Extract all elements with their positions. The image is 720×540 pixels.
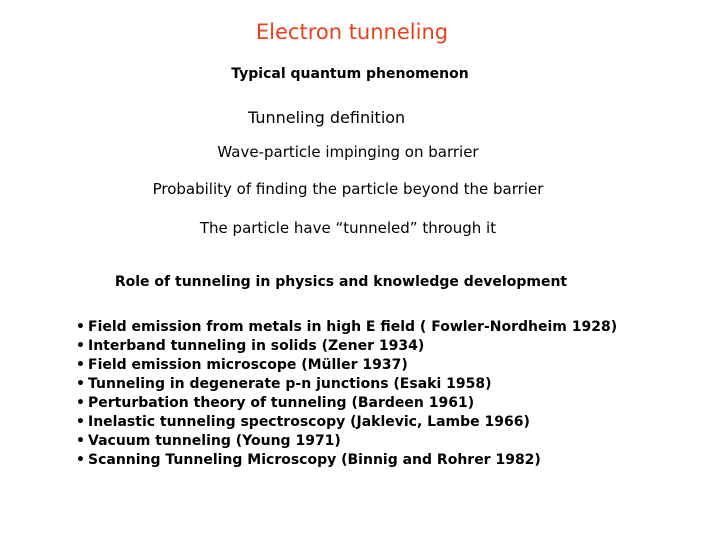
list-item [76,375,617,394]
list-item-text: Vacuum tunneling (Young 1971) [88,433,341,449]
definition-line: Probability of finding the particle beyond the barrier [152,180,544,198]
bullet-icon: • [76,319,85,335]
bullet-icon: • [76,452,85,468]
definition-heading: Tunneling definition [248,108,406,127]
bullet-icon: • [76,414,85,430]
list-item-text: Interband tunneling in solids (Zener 1934) [88,338,425,354]
list-item [76,413,617,432]
bullet-icon: • [76,357,85,373]
bullet-icon: • [76,395,85,411]
bullet-icon: • [76,376,85,392]
list-item-text: Perturbation theory of tunneling (Bardeen 1961) [88,395,475,411]
bullet-icon: • [76,338,85,354]
list-item [76,318,617,337]
definition-line: Wave-particle impinging on barrier [217,143,479,161]
list-item-text: Tunneling in degenerate p-n junctions (Esaki 1958) [88,376,492,392]
list-item [76,337,617,356]
list-item-text: Inelastic tunneling spectroscopy (Jaklevic, Lambe 1966) [88,414,530,430]
list-item [76,451,617,470]
slide-subtitle: Typical quantum phenomenon [231,66,469,82]
tunneling-history-list [76,318,617,470]
list-item-text: Field emission from metals in high E field ( Fowler-Nordheim 1928) [88,319,618,335]
list-item [76,356,617,375]
list-item [76,432,617,451]
slide-title: Electron tunneling [255,20,449,44]
bullet-icon: • [76,433,85,449]
role-heading: Role of tunneling in physics and knowledge development [114,274,568,290]
list-item-text: Field emission microscope (Müller 1937) [88,357,408,373]
list-item [76,394,617,413]
definition-line: The particle have “tunneled” through it [199,219,497,237]
list-item-text: Scanning Tunneling Microscopy (Binnig and Rohrer 1982) [88,452,541,468]
